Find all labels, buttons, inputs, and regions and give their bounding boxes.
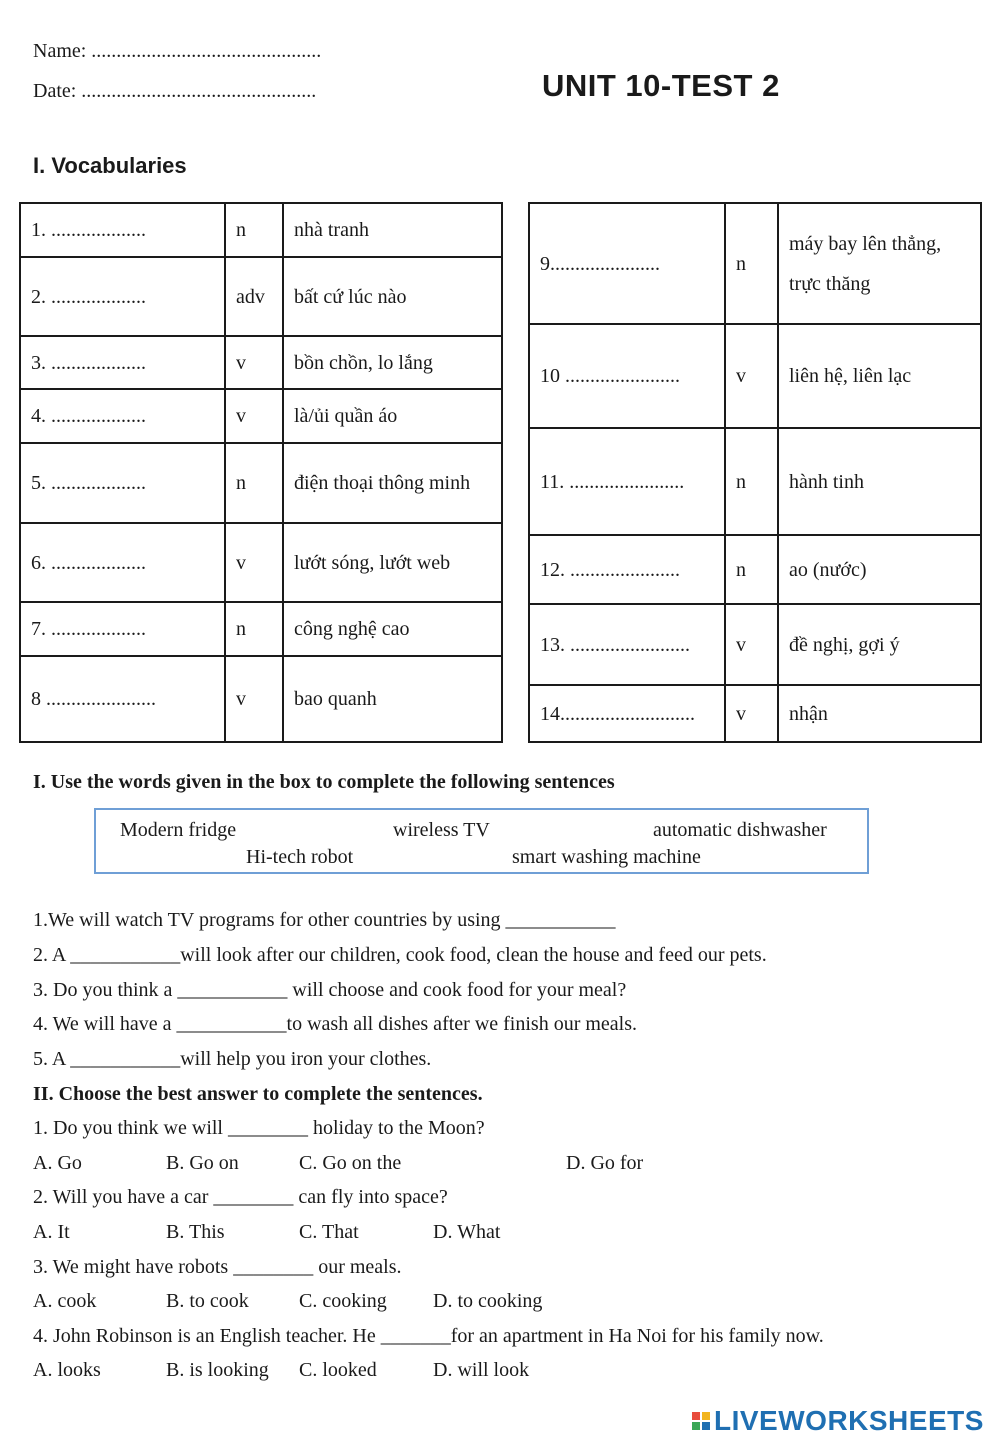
vocab-meaning: máy bay lên thẳng, trực thăng	[778, 203, 981, 324]
answer-option[interactable]: C. That	[299, 1221, 359, 1243]
wordbox-section-heading: I. Use the words given in the box to complete the following sentences	[33, 771, 615, 793]
answer-option[interactable]: B. This	[166, 1221, 225, 1243]
answer-option[interactable]: A. looks	[33, 1359, 101, 1381]
vocab-row	[20, 523, 502, 602]
box-word: smart washing machine	[512, 846, 701, 868]
vocab-term-blank[interactable]: 6. ...................	[20, 523, 225, 602]
vocab-term-blank[interactable]: 5. ...................	[20, 443, 225, 523]
box-word: Modern fridge	[120, 819, 237, 841]
date-field[interactable]: Date: ...............................................	[33, 80, 317, 102]
vocab-pos: v	[725, 324, 778, 428]
vocab-meaning: là/ủi quần áo	[283, 389, 502, 443]
vocab-meaning: hành tinh	[778, 428, 981, 535]
vocab-row	[529, 203, 981, 324]
answer-option[interactable]: A. Go	[33, 1152, 82, 1174]
vocab-term-blank[interactable]: 9......................	[529, 203, 725, 324]
vocab-term-blank[interactable]: 13. ........................	[529, 604, 725, 685]
liveworksheets-logo	[692, 1404, 984, 1438]
vocab-term-blank[interactable]: 1. ...................	[20, 203, 225, 257]
vocab-meaning: bất cứ lúc nào	[283, 257, 502, 336]
vocab-term-blank[interactable]: 12. ......................	[529, 535, 725, 604]
vocab-term-blank[interactable]: 3. ...................	[20, 336, 225, 389]
choice-section-heading: II. Choose the best answer to complete the sentences.	[33, 1083, 483, 1105]
box-word: Hi-tech robot	[246, 846, 354, 868]
vocab-term-blank[interactable]: 10 .......................	[529, 324, 725, 428]
vocab-pos: v	[725, 685, 778, 742]
answer-option[interactable]: A. cook	[33, 1290, 97, 1312]
vocab-meaning: điện thoại thông minh	[283, 443, 502, 523]
vocab-pos: n	[725, 535, 778, 604]
vocab-row	[20, 602, 502, 656]
answer-option[interactable]: D. to cooking	[433, 1290, 543, 1312]
vocab-pos: n	[725, 428, 778, 535]
vocab-row	[20, 257, 502, 336]
fill-sentence[interactable]: 4. We will have a ___________to wash all dishes after we finish our meals.	[33, 1013, 638, 1035]
vocab-meaning: bồn chồn, lo lắng	[283, 336, 502, 389]
vocab-row	[529, 428, 981, 535]
answer-option[interactable]: C. Go on the	[299, 1152, 402, 1174]
answer-option[interactable]: B. Go on	[166, 1152, 239, 1174]
question: 1. Do you think we will ________ holiday to the Moon?	[33, 1117, 485, 1139]
vocab-pos: v	[225, 656, 283, 742]
vocab-term-blank[interactable]: 14...........................	[529, 685, 725, 742]
logo-square	[702, 1412, 710, 1420]
vocab-pos: v	[725, 604, 778, 685]
answer-option[interactable]: D. will look	[433, 1359, 530, 1381]
answer-option[interactable]: B. to cook	[166, 1290, 249, 1312]
vocab-meaning: lướt sóng, lướt web	[283, 523, 502, 602]
vocab-row	[529, 685, 981, 742]
logo-square	[702, 1422, 710, 1430]
vocab-term-blank[interactable]: 7. ...................	[20, 602, 225, 656]
answer-option[interactable]: A. It	[33, 1221, 70, 1243]
question: 3. We might have robots ________ our meals.	[33, 1256, 402, 1278]
vocab-term-blank[interactable]: 8 ......................	[20, 656, 225, 742]
vocab-meaning: nhà tranh	[283, 203, 502, 257]
vocab-row	[20, 656, 502, 742]
vocab-meaning: công nghệ cao	[283, 602, 502, 656]
word-box	[94, 808, 869, 874]
vocab-pos: n	[225, 602, 283, 656]
vocab-row	[20, 443, 502, 523]
name-field[interactable]: Name: ..............................................	[33, 40, 322, 62]
vocab-row	[20, 389, 502, 443]
vocab-pos: n	[725, 203, 778, 324]
vocab-row	[20, 336, 502, 389]
logo-square	[692, 1412, 700, 1420]
box-word: wireless TV	[393, 819, 490, 841]
vocab-pos: v	[225, 523, 283, 602]
logo-text: LIVEWORKSHEETS	[714, 1405, 984, 1436]
answer-option[interactable]: C. cooking	[299, 1290, 387, 1312]
vocab-term-blank[interactable]: 11. .......................	[529, 428, 725, 535]
vocab-meaning: đề nghị, gợi ý	[778, 604, 981, 685]
vocab-row	[529, 604, 981, 685]
vocab-table-right	[528, 202, 982, 743]
logo-square	[692, 1422, 700, 1430]
question: 2. Will you have a car ________ can fly into space?	[33, 1186, 448, 1208]
fill-sentence[interactable]: 2. A ___________will look after our children, cook food, clean the house and feed our pets.	[33, 944, 767, 966]
vocab-pos: v	[225, 336, 283, 389]
page-title: UNIT 10-TEST 2	[542, 68, 780, 103]
fill-sentence[interactable]: 1.We will watch TV programs for other countries by using ___________	[33, 909, 616, 931]
vocab-heading: I. Vocabularies	[33, 153, 187, 178]
vocab-pos: adv	[225, 257, 283, 336]
question: 4. John Robinson is an English teacher. He _______for an apartment in Ha Noi for his family now.	[33, 1325, 824, 1347]
box-word: automatic dishwasher	[653, 819, 827, 841]
vocab-meaning: ao (nước)	[778, 535, 981, 604]
answer-option[interactable]: C. looked	[299, 1359, 377, 1381]
vocab-meaning: nhận	[778, 685, 981, 742]
vocab-pos: v	[225, 389, 283, 443]
vocab-meaning: liên hệ, liên lạc	[778, 324, 981, 428]
logo-grid-icon	[692, 1412, 710, 1430]
vocab-pos: n	[225, 203, 283, 257]
vocab-pos: n	[225, 443, 283, 523]
answer-option[interactable]: D. What	[433, 1221, 501, 1243]
vocab-row	[529, 535, 981, 604]
vocab-term-blank[interactable]: 4. ...................	[20, 389, 225, 443]
fill-sentence[interactable]: 5. A ___________will help you iron your clothes.	[33, 1048, 432, 1070]
vocab-row	[20, 203, 502, 257]
vocab-row	[529, 324, 981, 428]
vocab-table-left	[19, 202, 503, 743]
vocab-term-blank[interactable]: 2. ...................	[20, 257, 225, 336]
vocab-meaning: bao quanh	[283, 656, 502, 742]
fill-sentence[interactable]: 3. Do you think a ___________ will choose and cook food for your meal?	[33, 979, 627, 1001]
answer-option[interactable]: B. is looking	[166, 1359, 269, 1381]
answer-option[interactable]: D. Go for	[566, 1152, 644, 1174]
